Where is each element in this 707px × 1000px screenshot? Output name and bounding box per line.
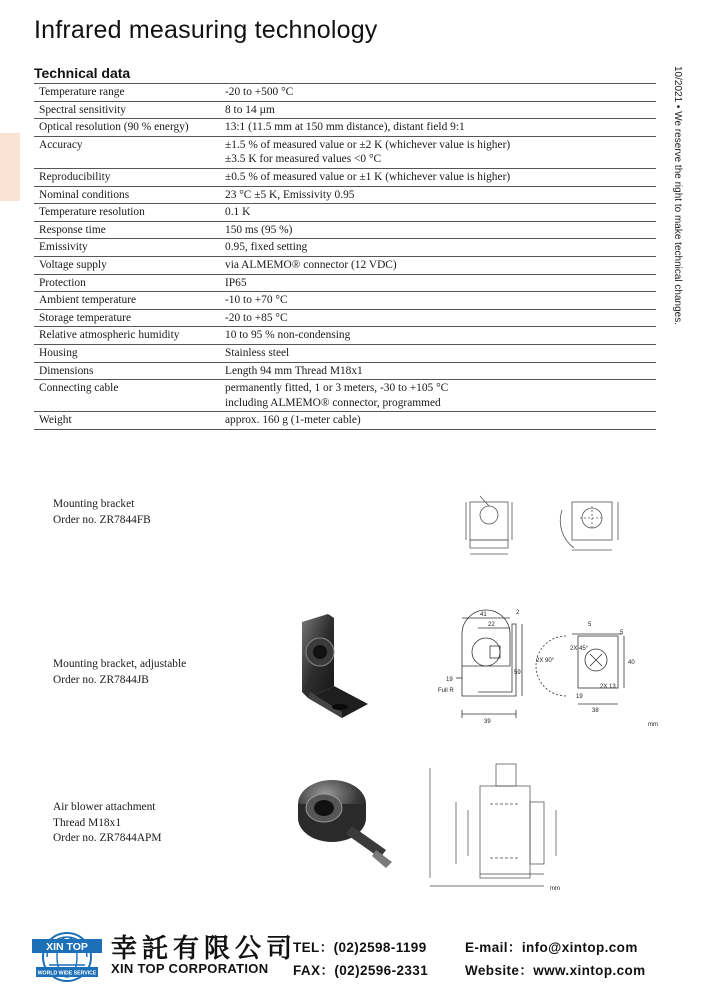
tech-data-value xyxy=(220,101,656,119)
tech-data-label: Accuracy xyxy=(34,136,220,168)
accessory-name: Mounting bracket, adjustable xyxy=(53,658,187,670)
tech-data-row xyxy=(34,168,656,186)
accessory-mounting-bracket xyxy=(53,497,151,528)
dim-19: 19 xyxy=(446,677,453,683)
tech-data-value xyxy=(220,344,656,362)
accessory-mounting-bracket-adjustable xyxy=(53,657,186,688)
tech-data-row xyxy=(34,186,656,204)
tech-data-row xyxy=(34,221,656,239)
tech-data-value-line: 0.1 K xyxy=(225,206,251,219)
tech-data-value-line: 10 to 95 % non-condensing xyxy=(225,329,351,342)
air-blower-drawing xyxy=(420,760,570,894)
company-logo xyxy=(28,927,106,994)
tech-data-row xyxy=(34,380,656,412)
tech-data-value-line: Stainless steel xyxy=(225,346,290,359)
tech-data-label: Voltage supply xyxy=(34,256,220,274)
adjustable-bracket-photo xyxy=(288,612,372,725)
tech-data-value-line: IP65 xyxy=(225,276,247,289)
accessory-name: Mounting bracket xyxy=(53,498,135,510)
dim-5b: 5 xyxy=(620,630,624,636)
contact-website[interactable]: Website：www.xintop.com xyxy=(465,963,646,978)
accessory-order-no: Order no. ZR7844JB xyxy=(53,673,149,686)
tech-data-value xyxy=(220,292,656,310)
tech-data-label: Protection xyxy=(34,274,220,292)
tech-data-value-line: -10 to +70 °C xyxy=(225,294,288,307)
air-blower-photo xyxy=(286,770,402,875)
tech-data-value xyxy=(220,327,656,345)
tech-data-row xyxy=(34,256,656,274)
contact-tel: TEL：(02)2598-1199 xyxy=(293,940,427,955)
tech-data-value xyxy=(220,186,656,204)
tech-data-value-line: -20 to +500 °C xyxy=(225,86,294,98)
logo-text: XIN TOP xyxy=(46,941,88,953)
tech-data-label: Spectral sensitivity xyxy=(34,101,220,119)
accessory-order-no: Order no. ZR7844FB xyxy=(53,513,151,526)
tech-data-value xyxy=(220,204,656,222)
tech-data-row xyxy=(34,204,656,222)
dim-59: 59 xyxy=(514,670,521,676)
angle-45: 2X 45° xyxy=(570,646,589,652)
tech-data-value-line: including ALMEMO® connector, programmed xyxy=(225,396,441,409)
unit-mm: mm xyxy=(550,886,560,892)
accessory-air-blower xyxy=(53,800,162,847)
tech-data-row xyxy=(34,239,656,257)
tech-data-value-line: 8 to 14 µm xyxy=(225,103,275,116)
tech-data-row xyxy=(34,309,656,327)
tech-data-row xyxy=(34,327,656,345)
logo-ring-text: WORLD WIDE SERVICE xyxy=(37,970,97,977)
tech-data-value xyxy=(220,119,656,137)
dim-2: 2 xyxy=(516,610,520,616)
mounting-bracket-drawing xyxy=(440,488,675,578)
contact-email[interactable]: E-mail：info@xintop.com xyxy=(465,940,638,955)
dim-40: 40 xyxy=(628,660,635,666)
company-name-chinese: 幸託有限公司 xyxy=(111,934,298,964)
tech-data-value-line: ±3.5 K for measured values <0 °C xyxy=(225,153,382,166)
tech-data-label: Temperature resolution xyxy=(34,204,220,222)
dim-22: 22 xyxy=(488,622,495,628)
tech-data-label: Emissivity xyxy=(34,239,220,257)
tech-data-label: Storage temperature xyxy=(34,309,220,327)
accessory-name: Air blower attachment xyxy=(53,801,156,813)
tech-data-value xyxy=(220,362,656,380)
tech-data-value-line: permanently fitted, 1 or 3 meters, -30 to +105 °C xyxy=(225,382,449,395)
tech-data-value-line: -20 to +85 °C xyxy=(225,311,288,324)
tech-data-label: Connecting cable xyxy=(34,380,220,412)
tech-data-value xyxy=(220,221,656,239)
side-note: 10/2021 • We reserve the right to make technical changes. xyxy=(672,66,683,326)
tech-data-value xyxy=(220,412,656,430)
tech-data-row xyxy=(34,101,656,119)
angle-90: 2X 90° xyxy=(536,658,555,664)
tech-data-row xyxy=(34,292,656,310)
tech-data-row xyxy=(34,119,656,137)
dim-2x13: 2X 13 xyxy=(600,684,616,690)
tech-data-label: Reproducibility xyxy=(34,168,220,186)
label-full-r: Full R xyxy=(438,688,454,694)
tech-data-label: Temperature range xyxy=(34,84,220,102)
side-tab-marker xyxy=(0,133,20,201)
adjustable-bracket-drawing xyxy=(432,604,687,729)
tech-data-label: Nominal conditions xyxy=(34,186,220,204)
tech-data-value-line: ±0.5 % of measured value or ±1 K (whichever value is higher) xyxy=(225,170,511,183)
tech-data-row xyxy=(34,136,656,168)
tech-data-value-line: approx. 160 g (1-meter cable) xyxy=(225,414,361,427)
dim-38: 38 xyxy=(592,708,599,714)
tech-data-value-line: Length 94 mm Thread M18x1 xyxy=(225,364,363,377)
tech-data-value-line: 23 °C ±5 K, Emissivity 0.95 xyxy=(225,188,355,201)
dim-5a: 5 xyxy=(588,622,592,628)
tech-data-label: Weight xyxy=(34,412,220,430)
tech-data-value-line: 0.95, fixed setting xyxy=(225,241,308,254)
tech-data-row xyxy=(34,84,656,102)
tech-data-value-line: ±1.5 % of measured value or ±2 K (whichever value is higher) xyxy=(225,138,511,151)
tech-data-row xyxy=(34,274,656,292)
tech-data-value xyxy=(220,239,656,257)
tech-data-value xyxy=(220,309,656,327)
tech-data-value xyxy=(220,380,656,412)
dim-39: 39 xyxy=(484,719,491,725)
tech-data-value xyxy=(220,136,656,168)
tech-data-row xyxy=(34,412,656,430)
tech-data-label: Optical resolution (90 % energy) xyxy=(34,119,220,137)
tech-data-value-line: 13:1 (11.5 mm at 150 mm distance), distant field 9:1 xyxy=(225,121,465,134)
tech-data-value xyxy=(220,84,656,102)
accessory-order-no: Order no. ZR7844APM xyxy=(53,832,162,844)
tech-data-label: Housing xyxy=(34,344,220,362)
tech-data-value xyxy=(220,256,656,274)
tech-data-value-line: 150 ms (95 %) xyxy=(225,223,293,236)
unit-mm: mm xyxy=(648,722,658,728)
company-name-english: XIN TOP CORPORATION xyxy=(111,961,269,976)
tech-data-value xyxy=(220,274,656,292)
contact-fax: FAX：(02)2596-2331 xyxy=(293,963,429,978)
dim-19b: 19 xyxy=(576,694,583,700)
tech-data-value-line: via ALMEMO® connector (12 VDC) xyxy=(225,258,397,271)
technical-data-table xyxy=(34,83,656,430)
tech-data-row xyxy=(34,362,656,380)
tech-data-label: Response time xyxy=(34,221,220,239)
tech-data-value xyxy=(220,168,656,186)
accessory-thread: Thread M18x1 xyxy=(53,816,122,829)
tech-data-row xyxy=(34,344,656,362)
tech-data-label: Ambient temperature xyxy=(34,292,220,310)
tech-data-label: Relative atmospheric humidity xyxy=(34,327,220,345)
section-title: Technical data xyxy=(34,65,131,81)
tech-data-label: Dimensions xyxy=(34,362,220,380)
dim-41: 41 xyxy=(480,612,487,618)
page-title: Infrared measuring technology xyxy=(34,16,378,44)
